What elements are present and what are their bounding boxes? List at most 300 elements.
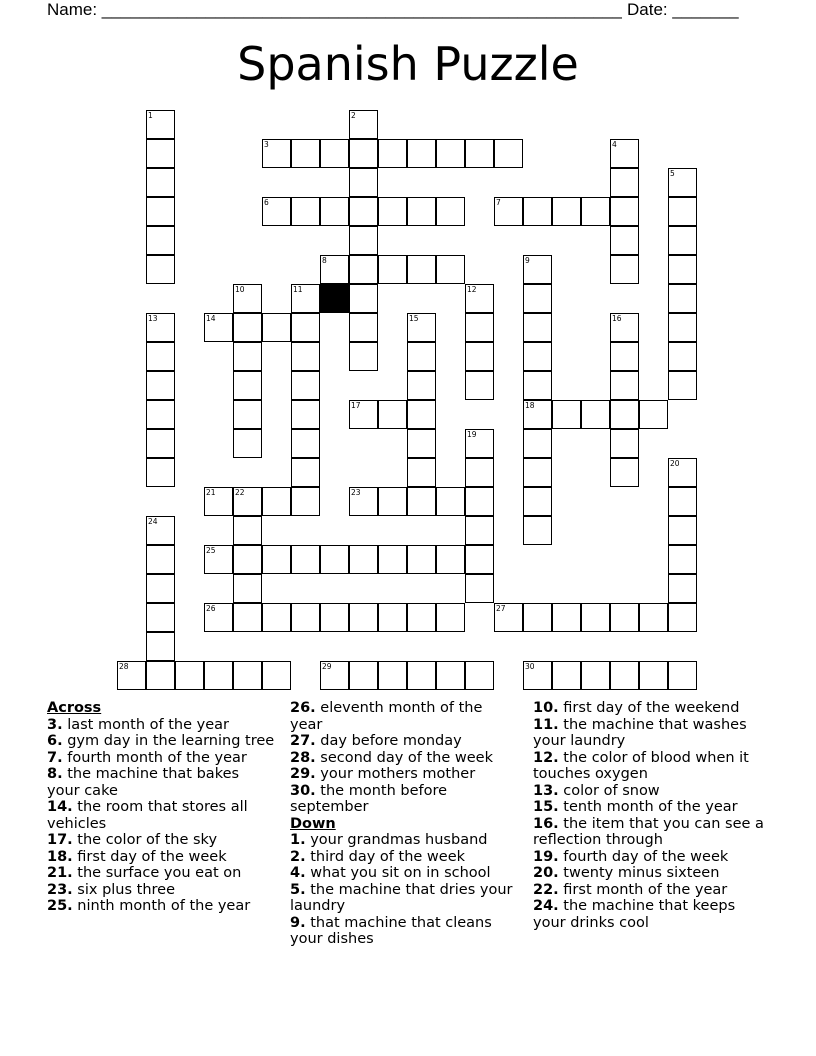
- grid-cell[interactable]: [204, 313, 233, 342]
- grid-cell[interactable]: [233, 400, 262, 429]
- clue-text: the machine that washes your laundry: [533, 716, 747, 749]
- grid-cell[interactable]: [465, 313, 494, 342]
- grid-cell[interactable]: [291, 342, 320, 371]
- grid-cell[interactable]: [320, 545, 349, 574]
- grid-cell[interactable]: [436, 661, 465, 690]
- grid-cell[interactable]: [407, 342, 436, 371]
- grid-cell[interactable]: [436, 545, 465, 574]
- cell-number: 28: [119, 662, 129, 671]
- clue-text: the machine that bakes your cake: [47, 766, 240, 799]
- clue-item: [533, 882, 765, 899]
- grid-cell[interactable]: [378, 139, 407, 168]
- cell-number: 27: [496, 604, 506, 613]
- clue-number: 22.: [533, 881, 559, 898]
- clue-number: 6.: [47, 733, 63, 749]
- clue-text: second day of the week: [315, 749, 493, 766]
- grid-cell[interactable]: [523, 603, 552, 632]
- clue-number: 28.: [290, 749, 316, 766]
- grid-cell[interactable]: [494, 197, 523, 226]
- clues-column-2: [290, 700, 518, 948]
- grid-cell[interactable]: [146, 110, 175, 139]
- grid-cell[interactable]: [146, 429, 175, 458]
- clue-item: [47, 766, 275, 799]
- grid-cell[interactable]: [581, 400, 610, 429]
- clue-text: fourth day of the week: [558, 848, 729, 865]
- grid-cell[interactable]: [146, 197, 175, 226]
- clue-text: that machine that cleans your dishes: [290, 914, 492, 947]
- clue-item: [290, 849, 518, 866]
- grid-cell[interactable]: [668, 545, 697, 574]
- grid-cell[interactable]: [465, 429, 494, 458]
- grid-cell[interactable]: [262, 313, 291, 342]
- grid-cell[interactable]: [146, 168, 175, 197]
- clue-text: gym day in the learning tree: [62, 733, 275, 749]
- grid-cell[interactable]: [204, 545, 233, 574]
- grid-cell[interactable]: [465, 284, 494, 313]
- clue-number: 18.: [47, 848, 73, 865]
- grid-cell[interactable]: [146, 400, 175, 429]
- grid-cell[interactable]: [639, 661, 668, 690]
- grid-cell[interactable]: [262, 139, 291, 168]
- grid-cell[interactable]: [668, 342, 697, 371]
- clue-item: [290, 766, 518, 783]
- grid-cell[interactable]: [465, 574, 494, 603]
- cell-number: 8: [322, 256, 327, 265]
- grid-cell[interactable]: [146, 632, 175, 661]
- grid-cell[interactable]: [233, 371, 262, 400]
- grid-cell[interactable]: [320, 139, 349, 168]
- clue-text: six plus three: [72, 881, 176, 898]
- grid-cell[interactable]: [291, 603, 320, 632]
- date-field-label: Date: _______: [627, 0, 739, 19]
- clue-number: 29.: [290, 766, 316, 782]
- grid-cell[interactable]: [668, 313, 697, 342]
- grid-cell[interactable]: [291, 400, 320, 429]
- clue-item: [290, 832, 518, 849]
- grid-cell[interactable]: [436, 487, 465, 516]
- clue-number: 19.: [533, 848, 559, 865]
- grid-cell[interactable]: [378, 603, 407, 632]
- grid-cell[interactable]: [291, 284, 320, 313]
- grid-cell[interactable]: [291, 313, 320, 342]
- clue-text: the machine that dries your laundry: [290, 881, 513, 914]
- grid-cell[interactable]: [146, 313, 175, 342]
- grid-cell[interactable]: [465, 545, 494, 574]
- clue-item: [290, 882, 518, 915]
- grid-cell[interactable]: [146, 574, 175, 603]
- clue-text: the color of blood when it touches oxygen: [533, 749, 749, 782]
- cell-number: 23: [351, 488, 361, 497]
- clue-number: 25.: [47, 898, 73, 914]
- grid-cell[interactable]: [465, 371, 494, 400]
- grid-cell[interactable]: [610, 313, 639, 342]
- grid-cell[interactable]: [349, 284, 378, 313]
- clue-item: [290, 733, 518, 750]
- clue-text: the item that you can see a reflection through: [533, 815, 764, 848]
- grid-cell[interactable]: [407, 197, 436, 226]
- grid-cell[interactable]: [378, 487, 407, 516]
- grid-cell[interactable]: [204, 487, 233, 516]
- grid-cell[interactable]: [523, 284, 552, 313]
- grid-cell[interactable]: [523, 313, 552, 342]
- grid-cell[interactable]: [465, 661, 494, 690]
- grid-cell[interactable]: [349, 139, 378, 168]
- clue-number: 15.: [533, 799, 559, 815]
- clue-item: [533, 799, 765, 816]
- grid-cell[interactable]: [320, 603, 349, 632]
- clue-text: last month of the year: [62, 716, 229, 733]
- grid-cell[interactable]: [552, 400, 581, 429]
- grid-cell[interactable]: [233, 487, 262, 516]
- grid-cell[interactable]: [523, 487, 552, 516]
- grid-cell[interactable]: [610, 139, 639, 168]
- clue-text: tenth month of the year: [558, 799, 738, 815]
- grid-cell[interactable]: [407, 487, 436, 516]
- grid-cell[interactable]: [349, 400, 378, 429]
- grid-cell[interactable]: [320, 661, 349, 690]
- clue-number: 14.: [47, 799, 73, 815]
- grid-cell[interactable]: [320, 197, 349, 226]
- clue-text: eleventh month of the year: [290, 700, 483, 733]
- name-field-label: Name: _______________________________________________________: [47, 0, 622, 19]
- cell-number: 20: [670, 459, 680, 468]
- clue-number: 8.: [47, 766, 63, 782]
- cell-number: 16: [612, 314, 622, 323]
- clue-text: color of snow: [558, 782, 660, 799]
- grid-cell[interactable]: [378, 545, 407, 574]
- clue-item: [47, 849, 275, 866]
- grid-cell[interactable]: [378, 661, 407, 690]
- grid-cell[interactable]: [668, 516, 697, 545]
- grid-cell[interactable]: [668, 284, 697, 313]
- grid-cell[interactable]: [349, 342, 378, 371]
- cell-number: 17: [351, 401, 361, 410]
- grid-cell[interactable]: [407, 661, 436, 690]
- clue-number: 4.: [290, 865, 306, 881]
- grid-cell[interactable]: [407, 603, 436, 632]
- clue-number: 1.: [290, 832, 306, 848]
- grid-cell[interactable]: [146, 545, 175, 574]
- grid-cell[interactable]: [465, 458, 494, 487]
- grid-cell[interactable]: [407, 400, 436, 429]
- grid-cell[interactable]: [610, 429, 639, 458]
- clue-item: [47, 882, 275, 899]
- clue-number: 7.: [47, 749, 63, 766]
- clue-text: first month of the year: [558, 881, 728, 898]
- grid-cell[interactable]: [668, 226, 697, 255]
- grid-cell[interactable]: [610, 197, 639, 226]
- cell-number: 1: [148, 111, 153, 120]
- clue-item: [533, 750, 765, 783]
- clue-number: 11.: [533, 716, 559, 733]
- cell-number: 13: [148, 314, 158, 323]
- clue-item: [47, 799, 275, 832]
- clues-column-3: [533, 700, 765, 931]
- cell-number: 25: [206, 546, 216, 555]
- grid-cell[interactable]: [146, 342, 175, 371]
- grid-cell[interactable]: [610, 342, 639, 371]
- clue-text: your grandmas husband: [305, 832, 488, 848]
- cell-number: 18: [525, 401, 535, 410]
- clue-text: your mothers mother: [315, 766, 476, 782]
- grid-cell[interactable]: [146, 226, 175, 255]
- cell-number: 11: [293, 285, 303, 294]
- clue-item: [290, 865, 518, 882]
- grid-cell[interactable]: [523, 400, 552, 429]
- cell-number: 14: [206, 314, 216, 323]
- grid-cell[interactable]: [233, 429, 262, 458]
- clue-item: [47, 865, 275, 882]
- section-heading-across: Across: [47, 700, 102, 716]
- grid-cell[interactable]: [378, 400, 407, 429]
- cell-number: 6: [264, 198, 269, 207]
- grid-cell[interactable]: [146, 661, 175, 690]
- cell-number: 21: [206, 488, 216, 497]
- grid-cell[interactable]: [581, 661, 610, 690]
- grid-cell[interactable]: [668, 168, 697, 197]
- clue-number: 9.: [290, 914, 306, 931]
- clue-text: first day of the weekend: [558, 700, 740, 716]
- grid-cell[interactable]: [407, 545, 436, 574]
- grid-cell[interactable]: [523, 371, 552, 400]
- cell-number: 19: [467, 430, 477, 439]
- clue-item: [47, 750, 275, 767]
- cell-number: 26: [206, 604, 216, 613]
- grid-cell[interactable]: [175, 661, 204, 690]
- clue-number: 13.: [533, 782, 559, 799]
- grid-cell[interactable]: [436, 255, 465, 284]
- cell-number: 30: [525, 662, 535, 671]
- clue-item: [533, 898, 765, 931]
- clue-item: [533, 700, 765, 717]
- cell-number: 15: [409, 314, 419, 323]
- cell-number: 22: [235, 488, 245, 497]
- clue-text: twenty minus sixteen: [558, 865, 720, 881]
- grid-cell[interactable]: [668, 487, 697, 516]
- grid-cell[interactable]: [407, 429, 436, 458]
- grid-cell[interactable]: [668, 574, 697, 603]
- grid-cell[interactable]: [117, 661, 146, 690]
- clue-item: [533, 865, 765, 882]
- grid-cell[interactable]: [436, 139, 465, 168]
- clue-item: [533, 816, 765, 849]
- clue-number: 16.: [533, 815, 559, 832]
- clue-item: [290, 915, 518, 948]
- grid-cell[interactable]: [233, 516, 262, 545]
- clue-item: [47, 832, 275, 849]
- grid-cell[interactable]: [262, 545, 291, 574]
- cell-number: 9: [525, 256, 530, 265]
- clue-text: the month before september: [290, 782, 448, 815]
- clue-text: first day of the week: [72, 848, 227, 865]
- grid-cell[interactable]: [465, 516, 494, 545]
- grid-cell[interactable]: [291, 429, 320, 458]
- clue-number: 20.: [533, 865, 559, 881]
- grid-cell[interactable]: [146, 255, 175, 284]
- grid-cell[interactable]: [581, 197, 610, 226]
- grid-cell[interactable]: [465, 342, 494, 371]
- grid-cell[interactable]: [407, 313, 436, 342]
- grid-cell[interactable]: [465, 139, 494, 168]
- grid-cell[interactable]: [523, 661, 552, 690]
- grid-cell[interactable]: [233, 545, 262, 574]
- clue-number: 24.: [533, 898, 559, 914]
- clue-text: ninth month of the year: [72, 898, 251, 914]
- clue-item: [290, 700, 518, 733]
- grid-cell[interactable]: [436, 603, 465, 632]
- grid-cell[interactable]: [523, 342, 552, 371]
- grid-cell[interactable]: [349, 487, 378, 516]
- grid-cell[interactable]: [233, 284, 262, 313]
- grid-cell[interactable]: [233, 574, 262, 603]
- clue-item: [47, 733, 275, 750]
- grid-cell[interactable]: [581, 603, 610, 632]
- clue-number: 3.: [47, 716, 63, 733]
- clue-item: [533, 717, 765, 750]
- cell-number: 3: [264, 140, 269, 149]
- page-title: Spanish Puzzle: [237, 37, 579, 91]
- grid-cell[interactable]: [407, 139, 436, 168]
- clue-text: what you sit on in school: [305, 865, 491, 881]
- clue-text: the color of the sky: [72, 832, 218, 848]
- grid-cell[interactable]: [668, 255, 697, 284]
- clue-number: 5.: [290, 881, 306, 898]
- grid-cell[interactable]: [552, 197, 581, 226]
- grid-cell[interactable]: [494, 139, 523, 168]
- grid-cell[interactable]: [407, 458, 436, 487]
- cell-number: 29: [322, 662, 332, 671]
- grid-cell[interactable]: [349, 661, 378, 690]
- grid-cell[interactable]: [291, 197, 320, 226]
- clue-item: [533, 849, 765, 866]
- clue-number: 30.: [290, 782, 316, 799]
- grid-cell[interactable]: [204, 603, 233, 632]
- clue-text: day before monday: [315, 733, 462, 749]
- grid-cell[interactable]: [494, 603, 523, 632]
- grid-cell[interactable]: [378, 255, 407, 284]
- grid-cell[interactable]: [349, 110, 378, 139]
- cell-number: 7: [496, 198, 501, 207]
- grid-cell[interactable]: [349, 255, 378, 284]
- cell-number: 24: [148, 517, 158, 526]
- grid-cell[interactable]: [407, 371, 436, 400]
- clue-item: [47, 717, 275, 734]
- clue-item: [290, 750, 518, 767]
- grid-cell[interactable]: [552, 603, 581, 632]
- section-heading-down: Down: [290, 815, 336, 832]
- grid-cell[interactable]: [378, 197, 407, 226]
- clue-item: [290, 783, 518, 816]
- grid-cell[interactable]: [610, 458, 639, 487]
- clue-item: [533, 783, 765, 800]
- grid-cell[interactable]: [204, 661, 233, 690]
- grid-cell[interactable]: [349, 313, 378, 342]
- cell-number: 12: [467, 285, 477, 294]
- grid-block: [320, 284, 349, 313]
- clue-number: 27.: [290, 733, 316, 749]
- clues-column-1: [47, 700, 275, 915]
- grid-cell[interactable]: [320, 255, 349, 284]
- grid-cell[interactable]: [262, 603, 291, 632]
- grid-cell[interactable]: [610, 400, 639, 429]
- cell-number: 4: [612, 140, 617, 149]
- grid-cell[interactable]: [349, 545, 378, 574]
- grid-cell[interactable]: [262, 197, 291, 226]
- cell-number: 10: [235, 285, 245, 294]
- grid-cell[interactable]: [349, 603, 378, 632]
- grid-cell[interactable]: [146, 371, 175, 400]
- grid-cell[interactable]: [349, 226, 378, 255]
- grid-cell[interactable]: [552, 661, 581, 690]
- grid-cell[interactable]: [523, 516, 552, 545]
- grid-cell[interactable]: [610, 661, 639, 690]
- grid-cell[interactable]: [407, 255, 436, 284]
- grid-cell[interactable]: [233, 313, 262, 342]
- clue-text: fourth month of the year: [62, 749, 247, 766]
- grid-cell[interactable]: [668, 661, 697, 690]
- cell-number: 5: [670, 169, 675, 178]
- clue-text: the surface you eat on: [72, 865, 242, 881]
- clue-number: 2.: [290, 848, 306, 865]
- clue-number: 10.: [533, 700, 559, 716]
- grid-cell[interactable]: [146, 458, 175, 487]
- clue-item: [47, 898, 275, 915]
- grid-cell[interactable]: [262, 487, 291, 516]
- grid-cell[interactable]: [262, 661, 291, 690]
- grid-cell[interactable]: [668, 197, 697, 226]
- clue-text: the machine that keeps your drinks cool: [533, 898, 736, 931]
- clue-number: 21.: [47, 865, 73, 881]
- grid-cell[interactable]: [610, 226, 639, 255]
- grid-cell[interactable]: [639, 400, 668, 429]
- grid-cell[interactable]: [668, 603, 697, 632]
- grid-cell[interactable]: [233, 603, 262, 632]
- clue-text: third day of the week: [305, 848, 466, 865]
- grid-cell[interactable]: [291, 545, 320, 574]
- grid-cell[interactable]: [523, 458, 552, 487]
- grid-cell[interactable]: [610, 603, 639, 632]
- clue-number: 23.: [47, 881, 73, 898]
- grid-cell[interactable]: [233, 342, 262, 371]
- grid-cell[interactable]: [146, 139, 175, 168]
- clue-text: the room that stores all vehicles: [47, 799, 248, 832]
- grid-cell[interactable]: [610, 371, 639, 400]
- grid-cell[interactable]: [523, 255, 552, 284]
- grid-cell[interactable]: [233, 661, 262, 690]
- grid-cell[interactable]: [291, 487, 320, 516]
- grid-cell[interactable]: [291, 139, 320, 168]
- grid-cell[interactable]: [291, 458, 320, 487]
- grid-cell[interactable]: [465, 487, 494, 516]
- grid-cell[interactable]: [349, 168, 378, 197]
- clue-number: 17.: [47, 832, 73, 848]
- grid-cell[interactable]: [349, 197, 378, 226]
- cell-number: 2: [351, 111, 356, 120]
- grid-cell[interactable]: [436, 197, 465, 226]
- grid-cell[interactable]: [610, 255, 639, 284]
- clue-number: 12.: [533, 749, 559, 766]
- grid-cell[interactable]: [291, 371, 320, 400]
- grid-cell[interactable]: [610, 168, 639, 197]
- grid-cell[interactable]: [523, 197, 552, 226]
- grid-cell[interactable]: [146, 603, 175, 632]
- grid-cell[interactable]: [668, 371, 697, 400]
- grid-cell[interactable]: [523, 429, 552, 458]
- grid-cell[interactable]: [639, 603, 668, 632]
- grid-cell[interactable]: [668, 458, 697, 487]
- clue-number: 26.: [290, 700, 316, 716]
- grid-cell[interactable]: [146, 516, 175, 545]
